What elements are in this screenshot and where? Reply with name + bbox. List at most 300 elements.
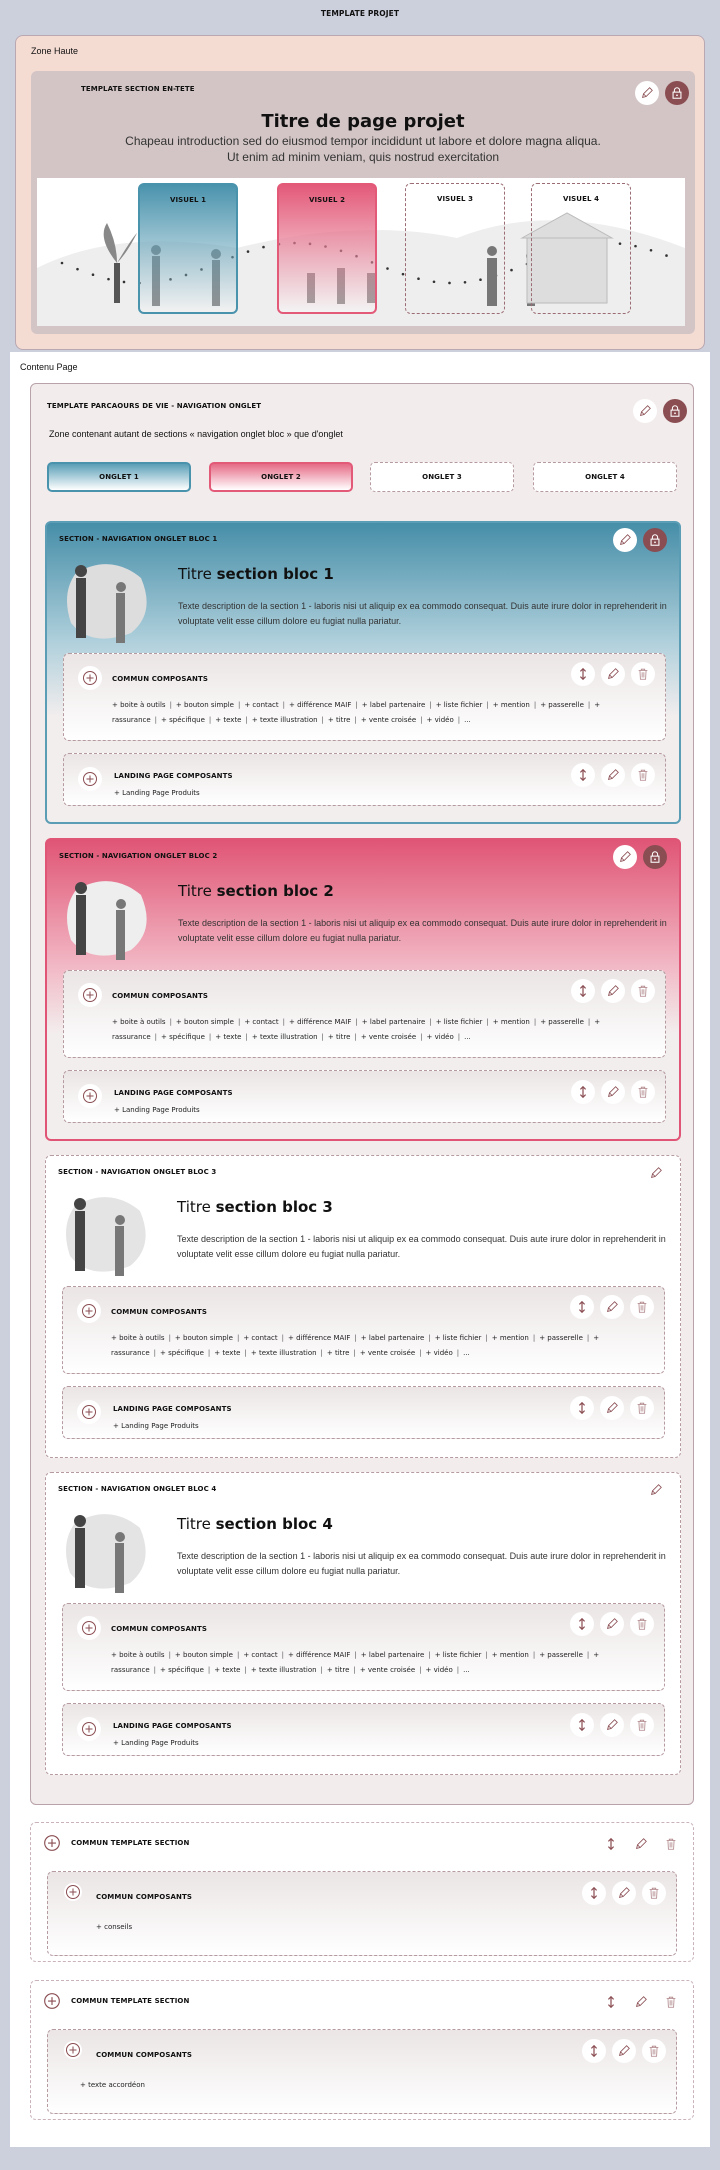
bloc-title-bold: section bloc 1: [216, 565, 334, 583]
component-link[interactable]: + texte illustration: [251, 1033, 318, 1041]
bloc-title: [177, 1198, 333, 1216]
plus-circle-icon: [81, 1303, 97, 1319]
separator: |: [321, 716, 324, 724]
bloc-title: [178, 882, 334, 900]
component-link[interactable]: + différence MAIF: [289, 701, 352, 709]
commun-section-title: COMMUN TEMPLATE SECTION: [71, 1839, 190, 1847]
visuel-3[interactable]: VISUEL 3: [405, 183, 505, 314]
landing-composants-title: LANDING PAGE COMPOSANTS: [113, 1722, 232, 1730]
commun-composants-zone: [63, 653, 666, 741]
tab-onglet-4[interactable]: ONGLET 4: [533, 462, 677, 492]
visuel-1[interactable]: VISUEL 1: [138, 183, 238, 314]
move-button[interactable]: [599, 1990, 623, 2014]
edit-button[interactable]: [629, 1832, 653, 1856]
separator: |: [237, 701, 241, 709]
bloc-actions: [644, 1161, 668, 1185]
lock-button[interactable]: [643, 845, 667, 869]
separator: |: [153, 1666, 157, 1674]
component-link[interactable]: + vidéo: [426, 1033, 454, 1041]
separator: |: [207, 1349, 211, 1357]
edit-icon: [605, 1300, 619, 1314]
add-component-button[interactable]: [77, 1717, 101, 1741]
move-icon: [604, 1837, 618, 1851]
component-link[interactable]: + rassurance: [112, 1018, 601, 1041]
move-button[interactable]: [582, 1881, 606, 1905]
delete-icon: [647, 2044, 661, 2058]
separator: |: [353, 1349, 356, 1357]
component-link[interactable]: + boite à outils: [112, 701, 166, 709]
delete-button[interactable]: [659, 1832, 683, 1856]
move-button[interactable]: [582, 2039, 606, 2063]
separator: |: [237, 1018, 241, 1026]
component-link[interactable]: + liste fichier: [434, 1334, 482, 1342]
component-link[interactable]: + texte illustration: [250, 1349, 317, 1357]
delete-button[interactable]: [642, 1881, 666, 1905]
component-link[interactable]: + liste fichier: [434, 1651, 482, 1659]
delete-button[interactable]: [630, 1396, 654, 1420]
delete-button[interactable]: [630, 1612, 654, 1636]
zone-actions: [570, 1396, 654, 1420]
component-list: [114, 1103, 654, 1118]
delete-button[interactable]: [659, 1990, 683, 2014]
separator: |: [168, 1651, 171, 1659]
component-link[interactable]: + contact: [244, 701, 279, 709]
bloc-illustration: [61, 553, 151, 648]
component-link[interactable]: + vidéo: [425, 1349, 453, 1357]
move-button[interactable]: [571, 763, 595, 787]
move-button[interactable]: [599, 1832, 623, 1856]
move-button[interactable]: [571, 1080, 595, 1104]
separator: |: [429, 701, 432, 709]
component-link[interactable]: + différence MAIF: [288, 1334, 351, 1342]
move-icon: [587, 2044, 601, 2058]
component-list: [113, 1419, 653, 1434]
move-button[interactable]: [570, 1295, 594, 1319]
move-icon: [575, 1401, 589, 1415]
separator: |: [245, 716, 248, 724]
separator: |: [420, 716, 423, 724]
separator: |: [244, 1349, 247, 1357]
component-link[interactable]: + passerelle: [539, 1651, 583, 1659]
component-link[interactable]: + vente croisée: [359, 1349, 416, 1357]
separator: |: [456, 1349, 460, 1357]
visuel-4[interactable]: VISUEL 4: [531, 183, 631, 314]
bloc-title-bold: section bloc 2: [216, 882, 334, 900]
add-section-button[interactable]: [43, 1992, 61, 2010]
edit-button[interactable]: [600, 1295, 624, 1319]
separator: |: [236, 1334, 240, 1342]
commun-composants-zone: [47, 1871, 677, 1956]
delete-button[interactable]: [631, 763, 655, 787]
separator: |: [245, 1033, 248, 1041]
separator: |: [168, 1334, 171, 1342]
component-link[interactable]: + vidéo: [426, 716, 454, 724]
separator: |: [533, 1018, 537, 1026]
component-link[interactable]: + texte: [214, 1349, 241, 1357]
component-link[interactable]: + vidéo: [425, 1666, 453, 1674]
edit-button[interactable]: [601, 763, 625, 787]
component-list: [111, 1648, 651, 1678]
delete-button[interactable]: [630, 1295, 654, 1319]
component-link[interactable]: + titre: [327, 1033, 351, 1041]
tab-onglet-2[interactable]: ONGLET 2: [209, 462, 353, 492]
component-link[interactable]: ...: [464, 1033, 471, 1041]
bloc-title-light: Titre: [178, 565, 212, 583]
delete-icon: [636, 667, 650, 681]
move-button[interactable]: [571, 979, 595, 1003]
add-component-button[interactable]: [77, 1299, 101, 1323]
separator: |: [419, 1349, 422, 1357]
landing-composants-zone: [63, 1070, 666, 1123]
separator: |: [282, 1018, 285, 1026]
component-link[interactable]: + passerelle: [540, 1018, 584, 1026]
edit-icon: [605, 1401, 619, 1415]
bloc-title-bold: section bloc 4: [215, 1515, 333, 1533]
component-link[interactable]: + boite à outils: [111, 1651, 165, 1659]
component-link[interactable]: + mention: [491, 1334, 529, 1342]
move-icon: [576, 768, 590, 782]
contenu-page-label: Contenu Page: [20, 362, 78, 372]
edit-button[interactable]: [613, 845, 637, 869]
bloc-title-bold: section bloc 3: [215, 1198, 333, 1216]
component-link[interactable]: + conseils: [96, 1923, 133, 1931]
plus-circle-icon: [65, 2042, 81, 2058]
move-icon: [604, 1995, 618, 2009]
component-link[interactable]: + rassurance: [112, 701, 601, 724]
edit-button[interactable]: [601, 1080, 625, 1104]
component-link[interactable]: + Landing Page Produits: [113, 1739, 199, 1747]
tab-onglet-1[interactable]: ONGLET 1: [47, 462, 191, 492]
component-link[interactable]: + différence MAIF: [288, 1651, 351, 1659]
edit-icon: [606, 984, 620, 998]
component-link[interactable]: + texte: [215, 1033, 242, 1041]
component-link[interactable]: + spécifique: [161, 716, 205, 724]
component-list: [80, 2078, 620, 2093]
commun-composants-title: COMMUN COMPOSANTS: [96, 1893, 192, 1901]
bloc-title: [178, 565, 334, 583]
plus-circle-icon: [82, 771, 98, 787]
delete-button[interactable]: [631, 662, 655, 686]
plus-circle-icon: [82, 670, 98, 686]
bloc-title-light: Titre: [177, 1515, 211, 1533]
separator: |: [354, 716, 357, 724]
move-icon: [587, 1886, 601, 1900]
zone-actions: [570, 1295, 654, 1319]
delete-button[interactable]: [630, 1713, 654, 1737]
delete-icon: [635, 1300, 649, 1314]
edit-button[interactable]: [601, 662, 625, 686]
component-link[interactable]: + rassurance: [111, 1334, 600, 1357]
separator: |: [320, 1666, 323, 1674]
bloc-label: SECTION - NAVIGATION ONGLET BLOC 4: [58, 1485, 217, 1493]
separator: |: [457, 1033, 461, 1041]
commun-composants-title: COMMUN COMPOSANTS: [111, 1625, 207, 1633]
component-list: [96, 1920, 636, 1935]
add-component-button[interactable]: [64, 2041, 82, 2059]
component-link[interactable]: + mention: [491, 1651, 529, 1659]
section-actions: [599, 1832, 683, 1856]
section-navigation-onglet-bloc-2: [45, 838, 681, 1141]
component-link[interactable]: + label partenaire: [361, 1018, 426, 1026]
zone-actions: [570, 1713, 654, 1737]
landing-composants-title: LANDING PAGE COMPOSANTS: [113, 1405, 232, 1413]
zone-actions: [582, 2039, 666, 2063]
component-link[interactable]: + contact: [243, 1651, 278, 1659]
separator: |: [532, 1334, 536, 1342]
component-link[interactable]: + bouton simple: [175, 1018, 234, 1026]
component-link[interactable]: + spécifique: [160, 1349, 204, 1357]
delete-button[interactable]: [631, 1080, 655, 1104]
edit-icon: [605, 1617, 619, 1631]
component-link[interactable]: + Landing Page Produits: [114, 789, 200, 797]
edit-icon: [649, 1166, 663, 1180]
add-section-button[interactable]: [43, 1834, 61, 1852]
zone-actions: [571, 662, 655, 686]
bloc-illustration: [61, 870, 151, 965]
move-icon: [576, 667, 590, 681]
component-link[interactable]: + mention: [492, 701, 530, 709]
move-icon: [576, 1085, 590, 1099]
edit-icon: [649, 1483, 663, 1497]
zone-haute: [15, 35, 705, 350]
component-link[interactable]: ...: [464, 716, 471, 724]
add-component-button[interactable]: [78, 666, 102, 690]
component-link[interactable]: + bouton simple: [174, 1334, 233, 1342]
component-link[interactable]: + label partenaire: [360, 1334, 425, 1342]
bloc-illustration: [60, 1186, 150, 1281]
section-navigation-onglet-bloc-3: [45, 1155, 681, 1458]
separator: |: [428, 1651, 431, 1659]
component-link[interactable]: + Landing Page Produits: [114, 1106, 200, 1114]
edit-button[interactable]: [612, 2039, 636, 2063]
separator: |: [153, 1349, 157, 1357]
component-list: [111, 1331, 651, 1361]
visuel-2[interactable]: VISUEL 2: [277, 183, 377, 314]
edit-button[interactable]: [612, 1881, 636, 1905]
bloc-title-light: Titre: [178, 882, 212, 900]
component-link[interactable]: + texte illustration: [251, 716, 318, 724]
separator: |: [355, 1018, 358, 1026]
move-button[interactable]: [570, 1396, 594, 1420]
separator: |: [429, 1018, 432, 1026]
section-navigation-onglet-bloc-4: [45, 1472, 681, 1775]
separator: |: [154, 716, 158, 724]
separator: |: [354, 1651, 357, 1659]
separator: |: [533, 701, 537, 709]
component-link[interactable]: + spécifique: [161, 1033, 205, 1041]
move-button[interactable]: [571, 662, 595, 686]
component-link[interactable]: + vente croisée: [359, 1666, 416, 1674]
move-icon: [575, 1617, 589, 1631]
commun-composants-title: COMMUN COMPOSANTS: [96, 2051, 192, 2059]
add-component-button[interactable]: [78, 983, 102, 1007]
add-component-button[interactable]: [78, 1084, 102, 1108]
separator: |: [419, 1666, 422, 1674]
section-actions: [599, 1990, 683, 2014]
component-link[interactable]: + rassurance: [111, 1651, 600, 1674]
delete-icon: [636, 768, 650, 782]
add-component-button[interactable]: [78, 767, 102, 791]
delete-icon: [635, 1401, 649, 1415]
separator: |: [207, 1666, 211, 1674]
edit-icon: [617, 2044, 631, 2058]
edit-icon: [618, 533, 632, 547]
plus-circle-icon: [82, 987, 98, 1003]
component-link[interactable]: + label partenaire: [360, 1651, 425, 1659]
edit-icon: [618, 850, 632, 864]
lock-button[interactable]: [665, 81, 689, 105]
separator: |: [587, 701, 591, 709]
edit-button[interactable]: [613, 528, 637, 552]
landing-composants-title: LANDING PAGE COMPOSANTS: [114, 772, 233, 780]
plus-circle-icon: [81, 1404, 97, 1420]
lock-button[interactable]: [663, 399, 687, 423]
component-link[interactable]: + spécifique: [160, 1666, 204, 1674]
edit-button[interactable]: [601, 979, 625, 1003]
parcours-actions: [633, 399, 687, 423]
header-illustration: [37, 178, 685, 326]
move-icon: [576, 984, 590, 998]
lock-icon: [670, 86, 684, 100]
component-link[interactable]: + titre: [326, 1666, 350, 1674]
separator: |: [532, 1651, 536, 1659]
component-link[interactable]: + titre: [327, 716, 351, 724]
landing-composants-zone: [62, 1386, 665, 1439]
component-link[interactable]: ...: [463, 1666, 470, 1674]
lock-button[interactable]: [643, 528, 667, 552]
edit-icon: [605, 1718, 619, 1732]
edit-icon: [606, 1085, 620, 1099]
component-link[interactable]: + texte: [215, 716, 242, 724]
component-link[interactable]: + Landing Page Produits: [113, 1422, 199, 1430]
bloc-actions: [613, 528, 667, 552]
component-link[interactable]: + texte illustration: [250, 1666, 317, 1674]
separator: |: [428, 1334, 431, 1342]
section-navigation-onglet-bloc-1: [45, 521, 681, 824]
delete-button[interactable]: [631, 979, 655, 1003]
component-link[interactable]: + texte: [214, 1666, 241, 1674]
delete-icon: [636, 1085, 650, 1099]
plus-circle-icon: [81, 1620, 97, 1636]
entete-actions: [635, 81, 689, 105]
separator: |: [208, 716, 212, 724]
bloc-description: Texte description de la section 1 - laboris nisi ut aliquip ex ea commodo consequat. Duis aute irure dolor in reprehenderit in voluptate velit esse cillum dolore eu fugiat nulla pariatur.: [177, 1551, 666, 1576]
bloc-label: SECTION - NAVIGATION ONGLET BLOC 2: [59, 852, 218, 860]
zone-actions: [582, 1881, 666, 1905]
edit-button[interactable]: [633, 399, 657, 423]
separator: |: [485, 1334, 488, 1342]
edit-button[interactable]: [644, 1161, 668, 1185]
commun-section-title: COMMUN TEMPLATE SECTION: [71, 1997, 190, 2005]
separator: |: [281, 1651, 284, 1659]
edit-icon: [634, 1837, 648, 1851]
component-link[interactable]: + bouton simple: [175, 701, 234, 709]
delete-icon: [635, 1617, 649, 1631]
delete-button[interactable]: [642, 2039, 666, 2063]
move-button[interactable]: [570, 1612, 594, 1636]
separator: |: [586, 1334, 590, 1342]
component-link[interactable]: + passerelle: [540, 701, 584, 709]
edit-icon: [617, 1886, 631, 1900]
component-link[interactable]: + titre: [326, 1349, 350, 1357]
edit-icon: [638, 404, 652, 418]
edit-icon: [634, 1995, 648, 2009]
component-link[interactable]: + label partenaire: [361, 701, 426, 709]
separator: |: [354, 1033, 357, 1041]
move-icon: [575, 1300, 589, 1314]
edit-button[interactable]: [629, 1990, 653, 2014]
bloc-label: SECTION - NAVIGATION ONGLET BLOC 3: [58, 1168, 217, 1176]
delete-icon: [664, 1837, 678, 1851]
bloc-actions: [613, 845, 667, 869]
add-component-button[interactable]: [77, 1616, 101, 1640]
commun-composants-title: COMMUN COMPOSANTS: [111, 1308, 207, 1316]
edit-button[interactable]: [644, 1478, 668, 1502]
edit-button[interactable]: [600, 1713, 624, 1737]
landing-composants-zone: [63, 753, 666, 806]
component-link[interactable]: + mention: [492, 1018, 530, 1026]
component-link[interactable]: + texte accordéon: [80, 2081, 145, 2089]
component-link[interactable]: + liste fichier: [435, 701, 483, 709]
separator: |: [169, 701, 172, 709]
component-list: [112, 698, 652, 728]
tab-onglet-3[interactable]: ONGLET 3: [370, 462, 514, 492]
lock-icon: [648, 533, 662, 547]
component-link[interactable]: + bouton simple: [174, 1651, 233, 1659]
commun-composants-title: COMMUN COMPOSANTS: [112, 675, 208, 683]
component-link[interactable]: + liste fichier: [435, 1018, 483, 1026]
zone-haute-label: Zone Haute: [31, 46, 79, 56]
edit-icon: [606, 667, 620, 681]
zone-actions: [571, 763, 655, 787]
bloc-actions: [644, 1478, 668, 1502]
component-link[interactable]: + contact: [243, 1334, 278, 1342]
lock-icon: [668, 404, 682, 418]
add-component-button[interactable]: [64, 1883, 82, 1901]
component-link[interactable]: + vente croisée: [360, 1033, 417, 1041]
separator: |: [208, 1033, 212, 1041]
edit-button[interactable]: [600, 1396, 624, 1420]
commun-template-section: [30, 1822, 694, 1962]
commun-composants-zone: [62, 1603, 665, 1691]
separator: |: [456, 1666, 460, 1674]
separator: |: [355, 701, 358, 709]
edit-button[interactable]: [635, 81, 659, 105]
component-link[interactable]: + contact: [244, 1018, 279, 1026]
plus-circle-icon: [81, 1721, 97, 1737]
component-link[interactable]: ...: [463, 1349, 470, 1357]
separator: |: [169, 1018, 172, 1026]
component-link[interactable]: + vente croisée: [360, 716, 417, 724]
template-section-entete: [31, 71, 695, 334]
component-link[interactable]: + différence MAIF: [289, 1018, 352, 1026]
separator: |: [354, 1334, 357, 1342]
landing-composants-zone: [62, 1703, 665, 1756]
move-icon: [575, 1718, 589, 1732]
separator: |: [457, 716, 461, 724]
delete-icon: [647, 1886, 661, 1900]
component-link[interactable]: + passerelle: [539, 1334, 583, 1342]
separator: |: [486, 701, 489, 709]
move-button[interactable]: [570, 1713, 594, 1737]
edit-button[interactable]: [600, 1612, 624, 1636]
component-link[interactable]: + boite à outils: [112, 1018, 166, 1026]
separator: |: [486, 1018, 489, 1026]
add-component-button[interactable]: [77, 1400, 101, 1424]
component-link[interactable]: + boite à outils: [111, 1334, 165, 1342]
separator: |: [244, 1666, 247, 1674]
separator: |: [320, 1349, 323, 1357]
